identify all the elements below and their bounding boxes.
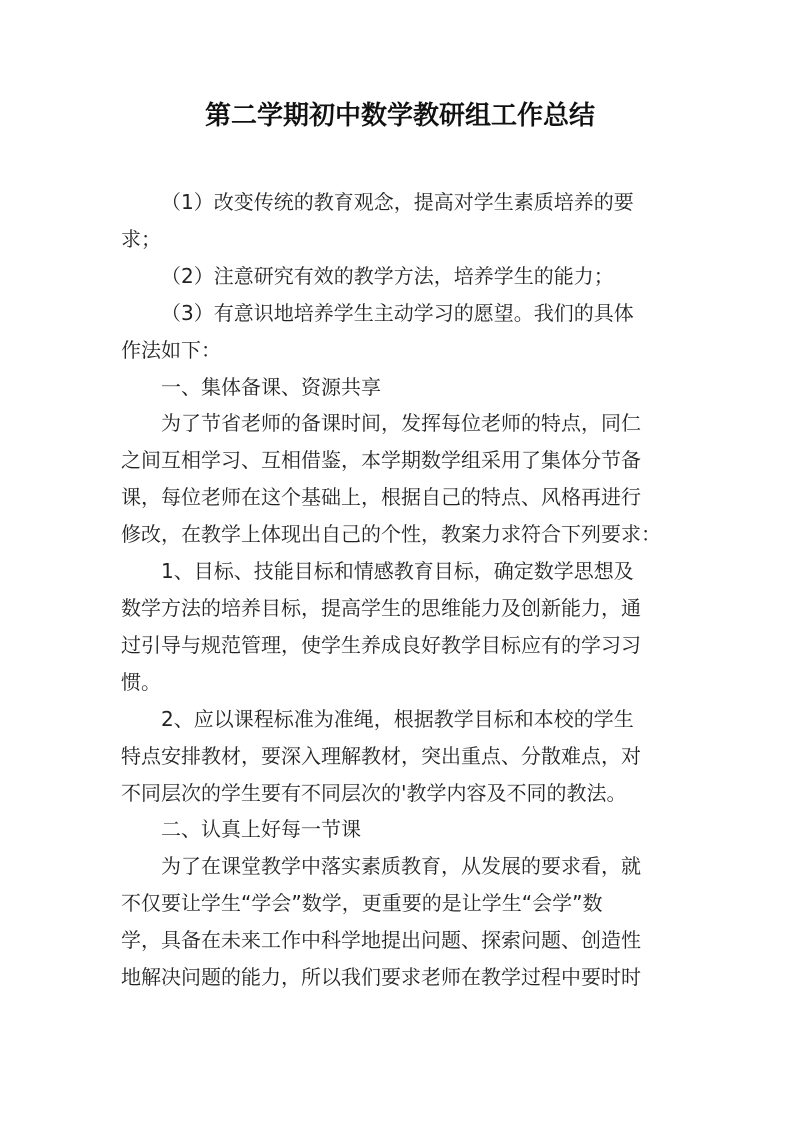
paragraph-6 (121, 701, 683, 812)
paragraph-7 (121, 848, 683, 996)
text-line: 地解决问题的能力，所以我们要求老师在教学过程中要时时 (121, 965, 641, 990)
text-line: （1）改变传统的教育观念，提高对学生素质培养的要 (161, 190, 634, 214)
section-heading-1 (121, 369, 683, 406)
text-line: 不同层次的学生要有不同层次的'教学内容及不同的教法。 (121, 780, 627, 805)
text-line: 课，每位老师在这个基础上，根据自己的特点、风格再进行 (121, 485, 641, 510)
paragraph-2 (121, 258, 683, 295)
text-line: 一、集体备课、资源共享 (161, 374, 381, 399)
text-line: 特点安排教材，要深入理解教材，突出重点、分散难点，对 (121, 743, 641, 768)
section-heading-2 (121, 811, 683, 848)
text-line: 之间互相学习、互相借鉴，本学期数学组采用了集体分节备 (121, 448, 641, 473)
document-body (121, 184, 683, 996)
text-line: 2、应以课程标准为准绳，根据教学目标和本校的学生 (161, 706, 634, 731)
text-line: 不仅要让学生“学会”数学，更重要的是让学生“会学”数 (121, 891, 603, 916)
text-line: 为了节省老师的备课时间，发挥每位老师的特点，同仁 (161, 411, 641, 436)
document-title: 第二学期初中数学教研组工作总结 (204, 101, 595, 131)
text-line: 求； (121, 226, 161, 251)
text-line: 作法如下： (121, 337, 221, 362)
text-line: （2）注意研究有效的教学方法，培养学生的能力； (161, 263, 614, 288)
text-line: 1、目标、技能目标和情感教育目标，确定数学思想及 (161, 559, 634, 584)
paragraph-1 (121, 184, 683, 258)
text-line: 二、认真上好每一节课 (161, 817, 361, 842)
text-line: 修改，在教学上体现出自己的个性，教案力求符合下列要求： (121, 522, 661, 547)
text-line: 数学方法的培养目标，提高学生的思维能力及创新能力，通 (121, 595, 641, 620)
text-line: 为了在课堂教学中落实素质教育，从发展的要求看，就 (161, 854, 641, 879)
text-line: （3）有意识地培养学生主动学习的愿望。我们的具体 (161, 300, 634, 325)
paragraph-3 (121, 295, 683, 369)
text-line: 惯。 (121, 669, 161, 694)
text-line: 过引导与规范管理，使学生养成良好教学目标应有的学习习 (121, 632, 641, 657)
paragraph-5 (121, 553, 683, 701)
text-line: 学，具备在未来工作中科学地提出问题、探索问题、创造性 (121, 928, 641, 953)
paragraph-4 (121, 405, 683, 553)
